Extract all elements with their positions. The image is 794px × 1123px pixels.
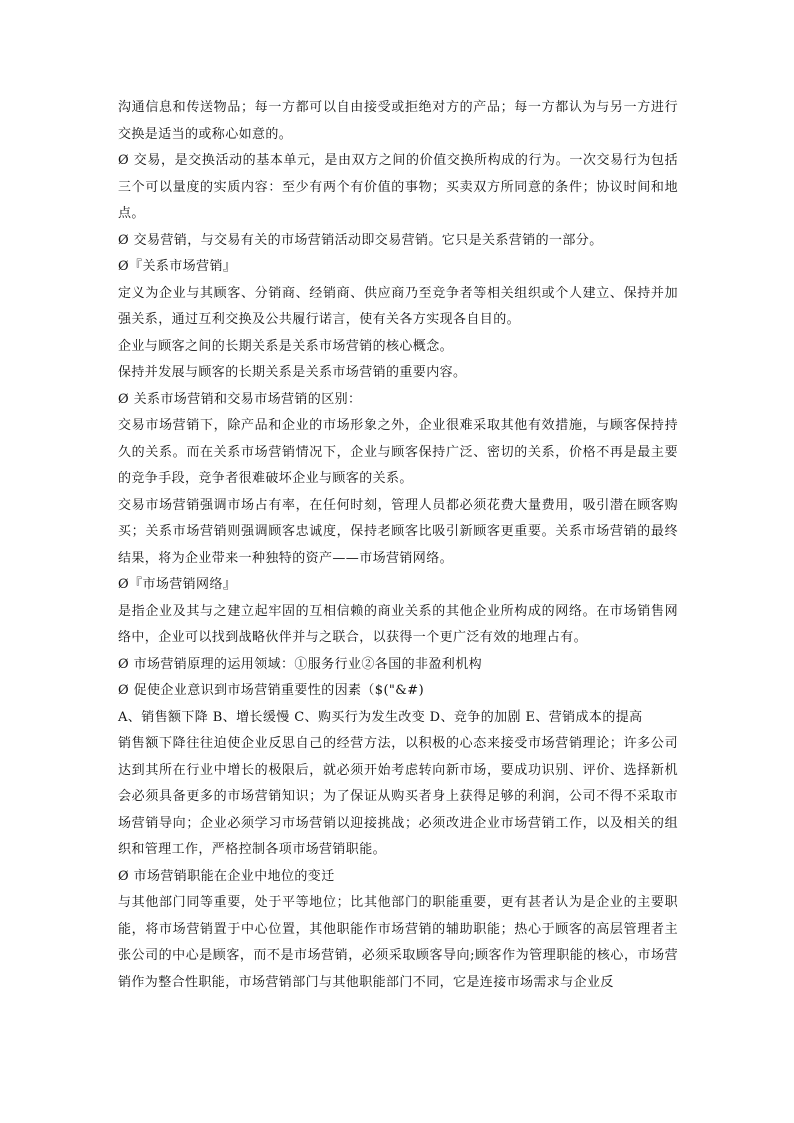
paragraph-factors-explanation: 销售额下降往往迫使企业反思自己的经营方法，以积极的心态来接受市场营销理论；许多公司达到其所在行业中增长的极限后，就必须开始考虑转向新市场，要成功识别、评价、选择新机会必须具备更多的市场营销知识；为了保证从购买者身上获得足够的利润，公司不得不采取市场营销导向；企业必须学习市场营销以迎接挑战；必须改进企业市场营销工作，以及相关的组织和管理工作，严格控制各项市场营销职能。 (118, 736, 678, 857)
paragraph-important-content: 保持并发展与顾客的长期关系是关系市场营销的重要内容。 (118, 365, 467, 380)
paragraph-differences-1: 交易市场营销下，除产品和企业的市场形象之外，企业很难采取其他有效措施，与顾客保持持久的关系。而在关系市场营销情况下，企业与顾客保持广泛、密切的关系，价格不再是最主要的竞争手段，竞争者很难破坏企业与顾客的关系。 (118, 418, 678, 486)
heading-function-status: Ø 市场营销职能在企业中地位的变迁 (118, 868, 335, 884)
paragraph-exchange-conditions: 沟通信息和传送物品；每一方都可以自由接受或拒绝对方的产品；每一方都认为与另一方进行交换是适当的或称心如意的。 (118, 100, 678, 142)
paragraph-application-fields: Ø 市场营销原理的运用领域：①服务行业②各国的非盈利机构 (118, 656, 482, 672)
paragraph-marketing-network: 是指企业及其与之建立起牢固的互相信赖的商业关系的其他企业所构成的网络。在市场销售网络中，企业可以找到战略伙伴并与之联合，以获得一个更广泛有效的地理占有。 (118, 603, 678, 645)
paragraph-factors-list: A、销售额下降 B、增长缓慢 C、购买行为发生改变 D、竞争的加剧 E、营销成本的提高 (118, 709, 643, 725)
paragraph-relationship-definition: 定义为企业与其顾客、分销商、经销商、供应商乃至竞争者等相关组织或个人建立、保持并加强关系，通过互利交换及公共履行诺言，使有关各方实现各自目的。 (118, 285, 678, 327)
paragraph-transaction-marketing: Ø 交易营销，与交易有关的市场营销活动即交易营销。它只是关系营销的一部分。 (118, 232, 603, 248)
paragraph-core-concept: 企业与顾客之间的长期关系是关系市场营销的核心概念。 (118, 338, 454, 354)
paragraph-function-status: 与其他部门同等重要，处于平等地位；比其他部门的职能重要，更有甚者认为是企业的主要职能，将市场营销置于中心位置，其他职能作市场营销的辅助职能；热心于顾客的高层管理者主张公司的中心是顾客，而不是市场营销，必须采取顾客导向;顾客作为管理职能的核心，市场营销作为整合性职能，市场营销部门与其他职能部门不同，它是连接市场需求与企业反 (118, 895, 678, 990)
paragraph-differences-2: 交易市场营销强调市场占有率，在任何时刻，管理人员都必须花费大量费用，吸引潜在顾客购买；关系市场营销则强调顾客忠诚度，保持老顾客比吸引新顾客更重要。关系市场营销的最终结果，将为企业带来一种独特的资产——市场营销网络。 (118, 497, 678, 566)
heading-factors: Ø 促使企业意识到市场营销重要性的因素（$("&#) (118, 683, 425, 698)
heading-differences: Ø 关系市场营销和交易市场营销的区别： (118, 391, 362, 407)
document-body (118, 95, 678, 996)
heading-relationship-marketing: Ø『关系市场营销』 (118, 259, 237, 274)
paragraph-transaction: Ø 交易，是交换活动的基本单元，是由双方之间的价值交换所构成的行为。一次交易行为包括三个可以量度的实质内容：至少有两个有价值的事物；买卖双方所同意的条件；协议时间和地点。 (118, 153, 678, 221)
heading-marketing-network: Ø『市场营销网络』 (118, 577, 237, 592)
